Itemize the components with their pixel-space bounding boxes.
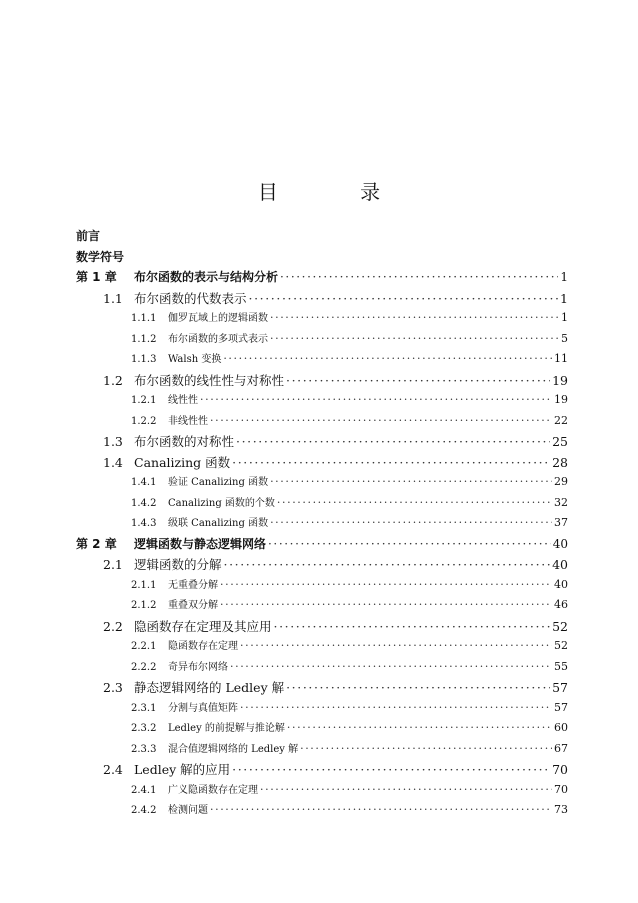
toc-section-entry[interactable]: [76, 453, 568, 474]
toc-entry-page: 40: [552, 536, 568, 551]
toc-leader-dots: [210, 414, 552, 427]
toc-entry-title: 静态逻辑网络的 Ledley 解: [134, 680, 285, 695]
toc-entry-title: 混合值逻辑网络的 Ledley 解: [168, 743, 299, 755]
toc-leader-dots: [270, 332, 559, 345]
toc-entry-number: 1.3: [103, 434, 123, 449]
toc-leader-dots: [287, 721, 552, 734]
toc-leader-dots: [210, 803, 552, 816]
toc-entry-title: Walsh 变换: [168, 354, 222, 365]
toc-entry-title: Ledley 解的应用: [134, 762, 231, 777]
toc-entry-title: 重叠双分解: [168, 600, 218, 611]
toc-entry-page: 73: [554, 803, 568, 816]
toc-entry-title: 数学符号: [76, 249, 125, 264]
toc-entry-number: 2.3.1: [131, 702, 157, 714]
toc-entry-page: 19: [554, 393, 568, 406]
toc-entry-page: 1: [560, 290, 568, 306]
toc-section-entry[interactable]: [76, 760, 568, 781]
toc-leader-dots: [268, 537, 551, 551]
toc-sub-entry[interactable]: [76, 412, 568, 433]
toc-entry-page: 67: [554, 741, 568, 755]
toc-sub-entry[interactable]: [76, 699, 568, 720]
toc-entry-page: 5: [561, 331, 568, 345]
toc-entry-page: 60: [554, 721, 568, 734]
toc-entry-number: 2.1.1: [131, 579, 157, 591]
toc-section-entry[interactable]: [76, 432, 568, 453]
toc-entry-title: 广义隐函数存在定理: [168, 784, 258, 796]
toc-entry-title: 检测问题: [168, 805, 208, 816]
toc-front-entry[interactable]: [76, 248, 568, 269]
toc-section-entry[interactable]: [76, 371, 568, 392]
toc-entry-title: 分割与真值矩阵: [168, 702, 238, 714]
toc-entry-number: 2.2.2: [131, 661, 157, 673]
toc-entry-title: 隐函数存在定理及其应用: [134, 618, 272, 634]
toc-entry-title: 布尔函数的代数表示: [134, 290, 247, 306]
toc-sub-entry[interactable]: [76, 740, 568, 761]
toc-sub-entry[interactable]: [76, 514, 568, 535]
toc-entry-page: 52: [552, 618, 568, 634]
toc-entry-page: 11: [554, 352, 568, 365]
toc-leader-dots: [300, 742, 552, 755]
toc-sub-entry[interactable]: [76, 658, 568, 679]
toc-leader-dots: [270, 475, 552, 488]
toc-leader-dots: [260, 783, 552, 796]
toc-entry-number: 2.2: [103, 618, 123, 634]
toc-leader-dots: [220, 598, 552, 611]
toc-leader-dots: [277, 496, 552, 509]
toc-entry-title: Ledley 的前提解与推论解: [168, 723, 285, 734]
toc-leader-dots: [240, 639, 552, 652]
toc-front-entry[interactable]: [76, 227, 568, 248]
toc-entry-page: 25: [552, 434, 568, 449]
toc-leader-dots: [223, 352, 552, 365]
toc-entry-page: 40: [552, 557, 568, 572]
toc-entry-page: 70: [554, 782, 568, 796]
toc-leader-dots: [232, 455, 550, 470]
toc-entry-number: 1.1.1: [131, 313, 157, 324]
toc-entry-title: 伽罗瓦域上的逻辑函数: [168, 313, 268, 324]
toc-entry-page: 22: [554, 413, 568, 427]
toc-entry-page: 1: [560, 270, 568, 284]
toc-entry-title: 布尔函数的对称性: [134, 434, 235, 449]
toc-entry-title: 逻辑函数的分解: [134, 557, 222, 572]
toc-entry-page: 57: [554, 700, 568, 714]
toc-entry-title: 前言: [76, 229, 101, 243]
toc-entry-title: 布尔函数的线性性与对称性: [134, 372, 285, 388]
toc-entry-page: 70: [552, 762, 568, 777]
toc-entry-title: 无重叠分解: [168, 579, 218, 591]
toc-entry-title: 奇异布尔网络: [168, 661, 228, 673]
toc-sub-entry[interactable]: [76, 801, 568, 822]
toc-chapter-entry[interactable]: [76, 535, 568, 556]
toc-sub-entry[interactable]: [76, 494, 568, 515]
toc-entry-title: 隐函数存在定理: [168, 641, 238, 652]
toc-entry-number: 1.2: [103, 372, 123, 388]
toc-chapter-entry[interactable]: [76, 268, 568, 289]
toc-entry-title: 布尔函数的表示与结构分析: [134, 270, 279, 284]
toc-entry-title: 逻辑函数与静态逻辑网络: [134, 536, 267, 551]
toc-entry-number: 2.3.3: [131, 743, 157, 755]
toc-entry-number: 1.4: [103, 454, 123, 470]
toc-leader-dots: [200, 393, 552, 406]
toc-entry-page: 1: [561, 311, 568, 324]
toc-entry-number: 2.2.1: [131, 641, 157, 652]
toc-entry-page: 32: [554, 495, 568, 509]
toc-leader-dots: [270, 311, 559, 324]
toc-entry-number: 2.4: [103, 762, 123, 777]
toc-leader-dots: [224, 557, 551, 572]
toc-section-entry[interactable]: [76, 617, 568, 638]
toc-entry-number: 2.1.2: [131, 600, 157, 611]
toc-entry-page: 28: [552, 454, 568, 470]
toc-entry-title: 线性性: [168, 395, 198, 406]
toc-entry-title: Canalizing 函数: [134, 454, 231, 470]
toc-leader-dots: [236, 434, 550, 449]
toc-entry-number: 1.1: [103, 290, 123, 306]
toc-entry-number: 1.1.2: [131, 333, 157, 345]
toc-leader-dots: [286, 373, 550, 388]
toc-sub-entry[interactable]: [76, 576, 568, 597]
toc-entry-number: 2.3.2: [131, 723, 157, 734]
toc-sub-entry[interactable]: [76, 391, 568, 412]
toc-sub-entry[interactable]: [76, 596, 568, 617]
toc-sub-entry[interactable]: [76, 781, 568, 802]
toc-leader-dots: [232, 762, 550, 777]
toc-sub-entry[interactable]: [76, 637, 568, 658]
toc-leader-dots: [220, 578, 552, 591]
toc-entry-title: Canalizing 函数的个数: [168, 497, 275, 509]
toc-section-entry[interactable]: [76, 678, 568, 699]
toc-entry-number: 2.4.2: [131, 805, 157, 816]
toc-entry-title: 非线性性: [168, 415, 208, 427]
toc-entry-page: 37: [554, 516, 568, 529]
toc-entry-title: 级联 Canalizing 函数: [168, 518, 269, 529]
toc-entry-page: 46: [554, 598, 568, 611]
toc-entry-page: 29: [554, 475, 568, 488]
toc-section-entry[interactable]: [76, 289, 568, 310]
toc-leader-dots: [286, 680, 550, 695]
toc-sub-entry[interactable]: [76, 473, 568, 494]
page-title: 目 录: [257, 180, 419, 204]
toc-entry-page: 57: [552, 680, 568, 695]
toc-leader-dots: [270, 516, 552, 529]
toc-entry-number: 2.3: [103, 680, 123, 695]
toc-sub-entry[interactable]: [76, 309, 568, 330]
toc-entry-number: 第 1 章: [76, 270, 117, 284]
toc-entry-number: 1.1.3: [131, 354, 157, 365]
toc-leader-dots: [240, 701, 552, 714]
toc-entry-number: 第 2 章: [76, 536, 117, 551]
toc-entry-page: 52: [554, 639, 568, 652]
toc-entry-page: 19: [552, 372, 568, 388]
toc-section-entry[interactable]: [76, 555, 568, 576]
toc-sub-entry[interactable]: [76, 350, 568, 371]
toc-leader-dots: [280, 270, 558, 284]
toc-sub-entry[interactable]: [76, 330, 568, 351]
toc-entry-title: 验证 Canalizing 函数: [168, 477, 269, 488]
toc-entry-number: 2.1: [103, 557, 123, 572]
toc-entry-page: 55: [554, 659, 568, 673]
toc-entry-number: 1.4.2: [131, 497, 157, 509]
table-of-contents: [76, 227, 568, 822]
toc-sub-entry[interactable]: [76, 719, 568, 740]
toc-entry-number: 1.4.1: [131, 477, 157, 488]
toc-entry-number: 1.2.1: [131, 395, 157, 406]
toc-entry-number: 1.2.2: [131, 415, 157, 427]
toc-leader-dots: [274, 619, 551, 634]
toc-entry-page: 40: [554, 577, 568, 591]
toc-entry-title: 布尔函数的多项式表示: [168, 333, 268, 345]
toc-entry-number: 1.4.3: [131, 518, 157, 529]
toc-leader-dots: [230, 660, 552, 673]
toc-leader-dots: [249, 291, 559, 306]
toc-entry-number: 2.4.1: [131, 784, 157, 796]
